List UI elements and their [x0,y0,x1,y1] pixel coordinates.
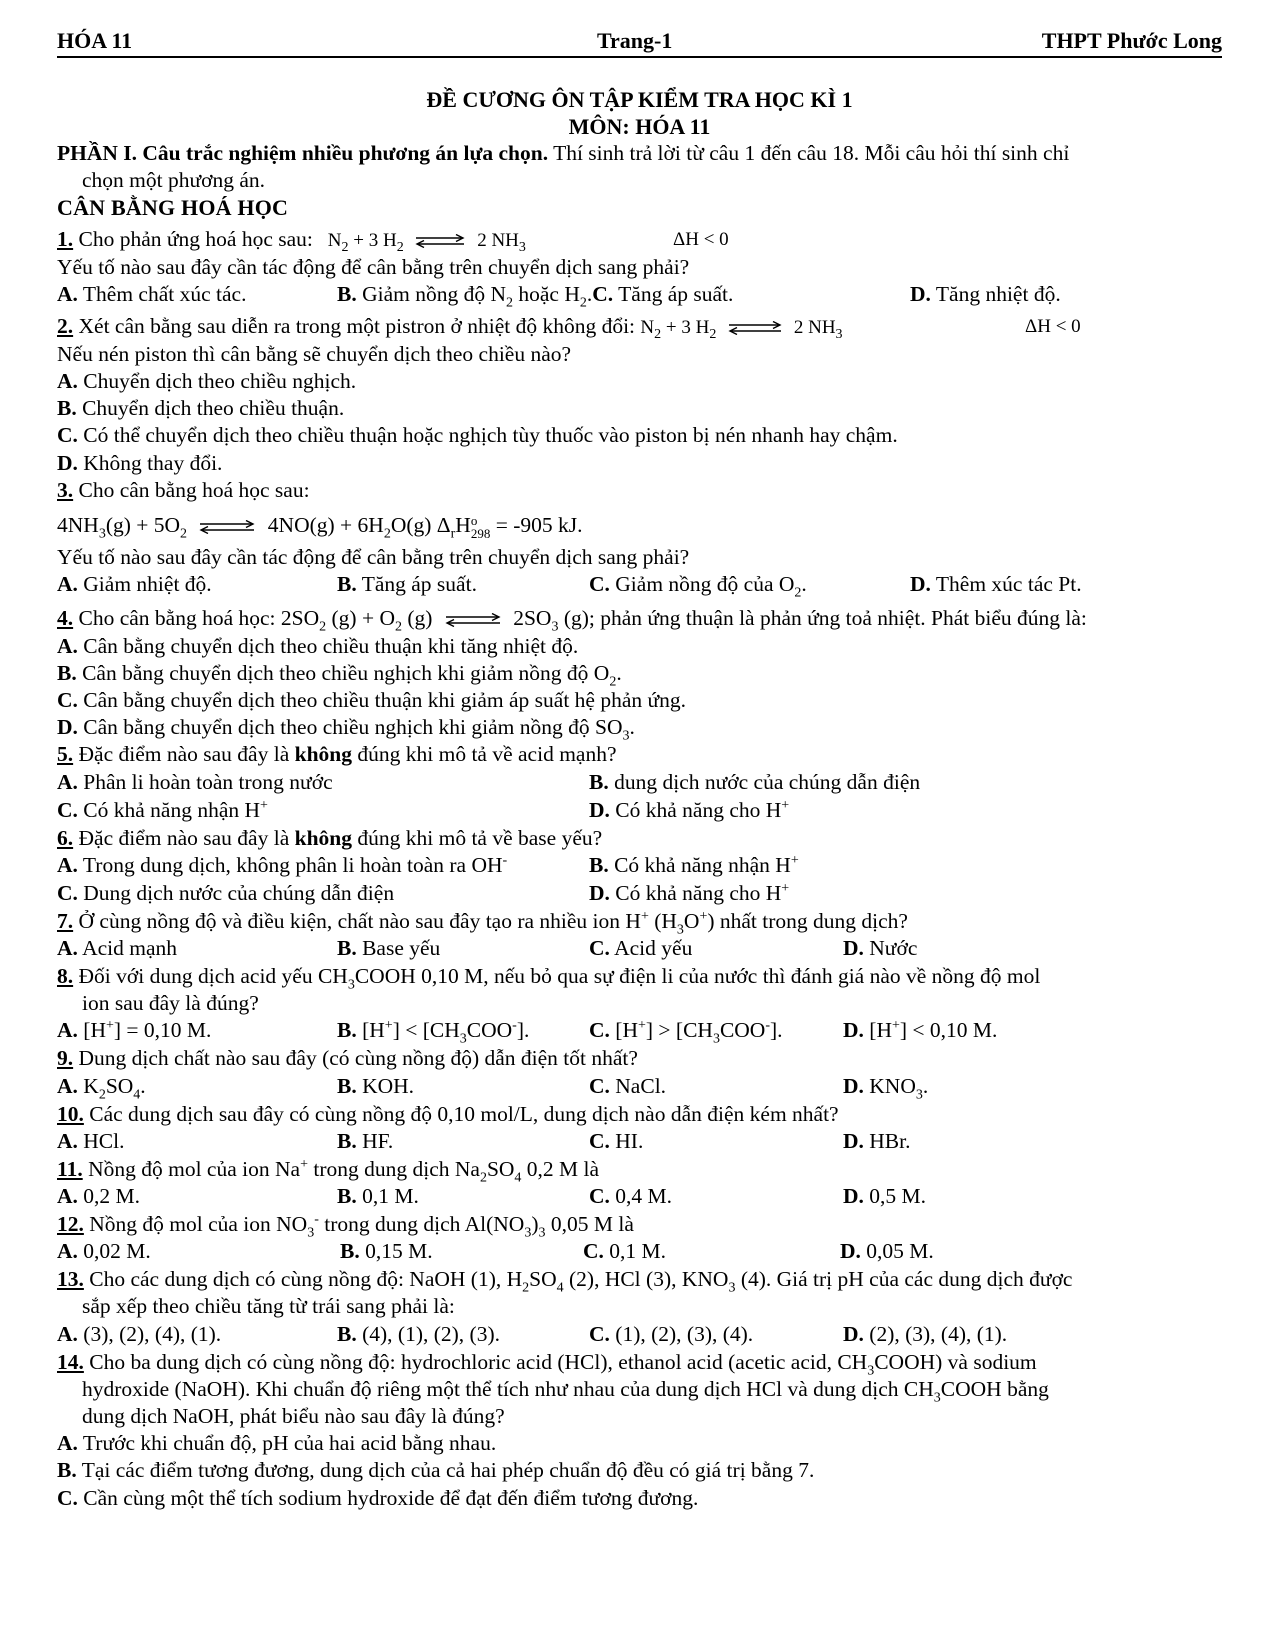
q12-option-a: A. 0,02 M. [57,1239,151,1264]
q13-stem: 13. Cho các dung dịch có cùng nồng độ: NaOH (1), $H_2SO_4$ (2), HCl (3), $KNO_3$ (4). Giá trị pH của các dung dịch được [57,1267,1073,1296]
q14-option-a: A. Trước khi chuẩn độ, pH của hai acid bằng nhau. [57,1431,497,1456]
q7-options [57,935,1222,963]
q3-question: Yếu tố nào sau đây cần tác động để cân bằng trên chuyển dịch sang phải? [57,545,690,570]
q10-option-a: A. HCl. [57,1128,125,1153]
q1-number: 1. [57,226,74,251]
q9-option-b: B. KOH. [337,1073,415,1098]
q13-options [57,1321,1222,1349]
q9-stem: 9. Dung dịch chất nào sau đây (có cùng nồng độ) dẫn điện tốt nhất? [57,1046,638,1071]
q6-options-ab [57,852,1222,880]
q14-stem: 14. Cho ba dung dịch có cùng nồng độ: hydrochloric acid (HCl), ethanol acid (acetic acid, $CH_3COOH$) và sodium [57,1349,1037,1378]
q5-option-d: D. Có khả năng cho H+ [589,797,790,822]
q3-option-d: D. Thêm xúc tác Pt. [910,572,1082,597]
q1-stem-text: Cho phản ứng hoá học sau: [73,226,313,251]
q9-option-d: D. $KNO_3$. [843,1073,929,1102]
q5-option-b: B. dung dịch nước của chúng dẫn điện [589,769,921,794]
equilibrium-arrow-icon [727,321,783,335]
q1-stem [57,226,1222,254]
q10-options [57,1128,1222,1156]
q3-option-a: A. Giảm nhiệt độ. [57,572,212,597]
q14-stem-2: hydroxide (NaOH). Khi chuẩn độ riêng một thể tích như nhau của dung dịch HCl và dung dịch $CH_3COOH$ bằng [82,1376,1049,1406]
q7-option-d: D. Nước [843,935,918,960]
equilibrium-arrow-icon [414,234,466,248]
q4-option-d: D. Cân bằng chuyển dịch theo chiều nghịch khi giảm nồng độ $SO_3$. [57,715,635,744]
q6-option-a: A. Trong dung dịch, không phân li hoàn toàn ra OH- [57,852,508,877]
q9-option-a: A. $K_2SO_4$. [57,1073,146,1102]
q5-stem: 5. Đặc điểm nào sau đây là không đúng khi mô tả về acid mạnh? [57,742,617,767]
part1-text-2: chọn một phương án. [82,168,266,193]
q6-option-c: C. Dung dịch nước của chúng dẫn điện [57,880,395,905]
q1-options [57,281,1222,309]
q5-options-ab [57,769,1222,797]
q7-option-c: C. Acid yếu [589,935,693,960]
q2-enthalpy: ΔH < 0 [1025,315,1081,337]
header-subject: HÓA 11 [57,28,133,53]
q2-question: Nếu nén piston thì cân bằng sẽ chuyển dịch theo chiều nào? [57,341,572,366]
q8-option-b: B. $[H^+] < [CH_3COO^-]$. [337,1018,530,1047]
q1-option-b: B. Giảm nồng độ $N_2$ hoặc $H_2.C$. Tăng áp suất. [337,281,734,311]
doc-subtitle: MÔN: HÓA 11 [568,114,711,139]
q10-stem: 10. Các dung dịch sau đây có cùng nồng độ 0,10 mol/L, dung dịch nào dẫn điện kém nhất? [57,1101,839,1126]
q2-equation: $N_2 + 3$ $H_2$ 2 $NH_3$ [640,316,843,342]
q7-option-b: B. Base yếu [337,935,441,960]
page-header [57,26,1222,58]
q9-options [57,1073,1222,1101]
q3-option-c: C. Giảm nồng độ của $O_2$. [589,572,807,601]
q1-equation: $N_2 + 3$ $H_2$ 2 $NH_3$ [327,229,526,255]
q13-stem-2: sắp xếp theo chiều tăng từ trái sang phải là: [82,1294,455,1319]
q12-option-b: B. 0,15 M. [340,1239,433,1264]
q10-option-b: B. HF. [337,1128,394,1153]
q9-option-c: C. NaCl. [589,1073,667,1098]
q6-option-b: B. Có khả năng nhận H+ [589,852,799,877]
q6-options-cd [57,880,1222,908]
q2-option-c: C. Có thể chuyển dịch theo chiều thuận hoặc nghịch tùy thuốc vào piston bị nén nhanh hay chậm. [57,423,898,448]
q11-option-b: B. 0,1 M. [337,1183,419,1208]
q5-option-c: C. Có khả năng nhận H+ [57,797,268,822]
q6-option-d: D. Có khả năng cho H+ [589,880,790,905]
q14-option-c: C. Cần cùng một thể tích sodium hydroxide để đạt đến điểm tương đương. [57,1485,699,1510]
q5-option-a: A. Phân li hoàn toàn trong nước [57,769,333,794]
q4-option-b: B. Cân bằng chuyển dịch theo chiều nghịch khi giảm nồng độ $O_2$. [57,660,622,689]
equilibrium-arrow-icon [198,520,256,534]
q8-options [57,1017,1222,1045]
q8-option-d: D. [H+] < 0,10 M. [843,1018,998,1043]
q1-question: Yếu tố nào sau đây cần tác động để cân bằng trên chuyển dịch sang phải? [57,254,690,279]
q1-enthalpy: ΔH < 0 [673,228,729,250]
section-title: CÂN BẰNG HOÁ HỌC [57,195,289,221]
part1-instructions [57,140,1222,167]
q1-option-a: A. Thêm chất xúc tác. [57,281,247,306]
header-school: THPT Phước Long [1041,28,1222,53]
q10-option-d: D. HBr. [843,1128,911,1153]
q5-options-cd [57,797,1222,825]
q10-option-c: C. HI. [589,1128,644,1153]
q12-option-c: C. 0,1 M. [583,1239,667,1264]
q2-option-a: A. Chuyển dịch theo chiều nghịch. [57,369,357,394]
q3-option-b: B. Tăng áp suất. [337,572,477,597]
q2-option-d: D. Không thay đổi. [57,450,223,475]
q8-option-c: C. $[H^+] > [CH_3COO^-]$. [589,1018,783,1047]
q3-equation: $4NH_3(g) + 5O_2$ $4NO(g) + 6H_2O(g)$ $\Delta_rH$ o 298 = -905 kJ. [57,513,583,542]
q4-stem: 4. Cho cân bằng hoá học: $2SO_2$ $(g) + O_2$ (g) $2SO_3$ (g); phản ứng thuận là phản ứng toả nhiệt. Phát biểu đúng là: [57,606,1087,635]
q13-option-c: C. (1), (2), (3), (4). [589,1321,754,1346]
q3-options [57,571,1222,599]
q14-option-b: B. Tại các điểm tương đương, dung dịch của cả hai phép chuẩn độ đều có giá trị bằng 7. [57,1458,815,1483]
part1-label: PHẦN I. Câu trắc nghiệm nhiều phương án lựa chọn. [57,141,549,165]
q11-options [57,1183,1222,1211]
q12-stem: 12. Nồng độ mol của ion $NO_3^-$ trong dung dịch $Al(NO_3)_3$ 0,05 M là [57,1211,634,1241]
q3-stem: 3. Cho cân bằng hoá học sau: [57,477,310,502]
q11-option-a: A. 0,2 M. [57,1183,141,1208]
equilibrium-arrow-icon [444,613,502,627]
document-page [57,26,1222,1512]
q8-stem: 8. Đối với dung dịch acid yếu $CH_3COOH$ 0,10 M, nếu bỏ qua sự điện li của nước thì đánh giá nào về nồng độ mol [57,963,1041,993]
q13-option-b: B. (4), (1), (2), (3). [337,1321,500,1346]
q1-option-d: D. Tăng nhiệt độ. [910,281,1061,306]
q4-option-a: A. Cân bằng chuyển dịch theo chiều thuận khi tăng nhiệt độ. [57,633,579,658]
q12-option-d: D. 0,05 M. [840,1239,934,1264]
part1-text: Thí sinh trả lời từ câu 1 đến câu 18. Mỗi câu hỏi thí sinh chỉ [548,141,1070,165]
q2-stem [57,313,1222,341]
q13-option-d: D. (2), (3), (4), (1). [843,1321,1008,1346]
q2-number: 2. [57,313,74,338]
q13-option-a: A. (3), (2), (4), (1). [57,1321,222,1346]
q11-option-d: D. 0,5 M. [843,1183,927,1208]
q4-option-c: C. Cân bằng chuyển dịch theo chiều thuận khi giảm áp suất hệ phản ứng. [57,687,687,712]
q11-option-c: C. 0,4 M. [589,1183,673,1208]
q7-stem: 7. Ở cùng nồng độ và điều kiện, chất nào sau đây tạo ra nhiều ion H+ $(H_3O^+)$ nhất trong dung dịch? [57,908,908,938]
q14-stem-3: dung dịch NaOH, phát biểu nào sau đây là đúng? [82,1403,505,1428]
q11-stem: 11. Nồng độ mol của ion Na+ trong dung dịch $Na_2SO_4$ 0,2 M là [57,1156,600,1186]
q8-option-a: A. [H+] = 0,10 M. [57,1018,212,1043]
q2-option-b: B. Chuyển dịch theo chiều thuận. [57,396,345,421]
q7-option-a: A. Acid mạnh [57,935,178,960]
q6-stem: 6. Đặc điểm nào sau đây là không đúng khi mô tả về base yếu? [57,825,603,850]
q12-options [57,1238,1222,1266]
q2-stem-text: Xét cân bằng sau diễn ra trong một pistron ở nhiệt độ không đổi: [73,313,636,338]
header-page-number: Trang-1 [597,28,673,53]
doc-title: ĐỀ CƯƠNG ÔN TẬP KIỂM TRA HỌC KÌ 1 [426,87,853,112]
q8-stem-2: ion sau đây là đúng? [82,991,259,1016]
